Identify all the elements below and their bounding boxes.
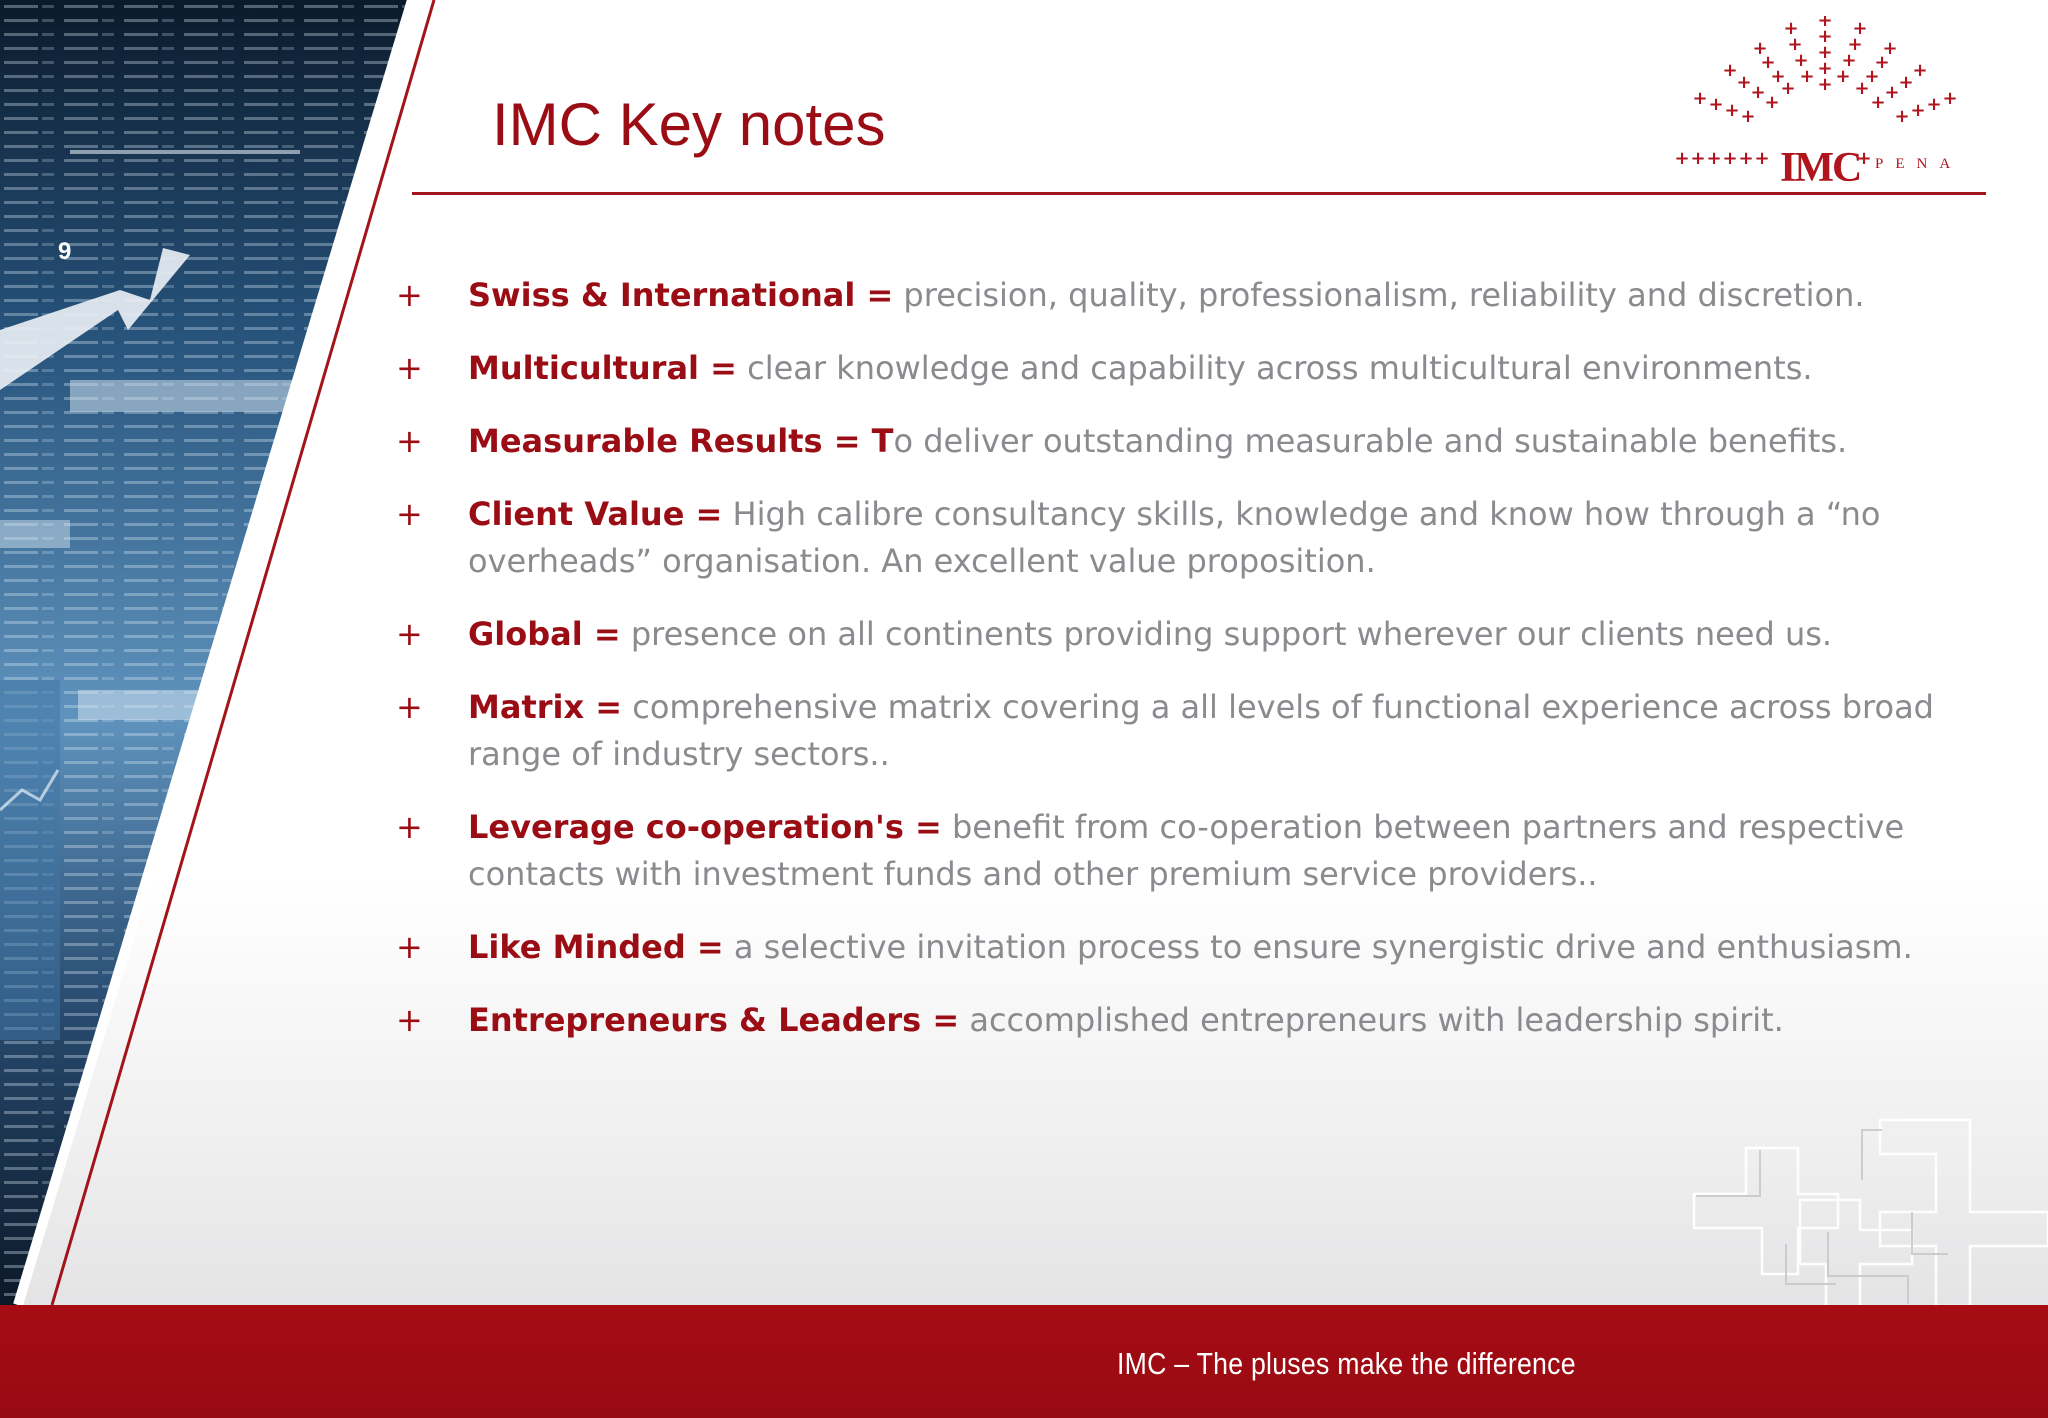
logo-plus-glyph: + [1874,52,1890,73]
keynote-item [396,418,1956,465]
keynote-item [396,272,1956,319]
plus-bullet-icon: + [396,928,423,966]
logo-plus-glyph: + [1690,148,1706,169]
keynote-term: Leverage co-operation's = [468,808,942,846]
logo-plus-glyph: + [1708,94,1724,115]
keynote-item [396,804,1956,898]
plus-bullet-icon: + [396,808,423,846]
logo-plus-glyph: + [1856,148,1872,169]
keynote-term: Swiss & International = [468,276,894,314]
keynote-term: Entrepreneurs & Leaders = [468,1001,960,1039]
keynote-description: clear knowledge and capability across multicultural environments. [736,349,1813,387]
logo-plus-glyph: + [1760,52,1776,73]
page-number: 9 [58,238,72,265]
logo-plus-glyph: + [1740,106,1756,127]
keynotes-list [396,272,1956,1070]
keynote-item [396,997,1956,1044]
logo-plus-glyph: + [1864,66,1880,87]
logo-plus-glyph: + [1835,66,1851,87]
logo-plus-glyph: + [1817,74,1833,95]
logo-plus-glyph: + [1692,88,1708,109]
logo-plus-glyph: + [1793,50,1809,71]
keynote-description: o deliver outstanding measurable and sustainable benefits. [893,422,1848,460]
keynote-item [396,491,1956,585]
slide-title: IMC Key notes [492,91,886,158]
logo-plus-glyph: + [1754,148,1770,169]
logo-plus-glyph: + [1799,66,1815,87]
footer-tagline: IMC – The pluses make the difference [1117,1346,1576,1381]
logo-plus-glyph: + [1817,58,1833,79]
plus-bullet-icon: + [396,422,423,460]
keynote-description: benefit from co-operation between partners and respective contacts with investment funds and other premium service providers.. [468,808,1905,893]
logo-plus-glyph: + [1736,72,1752,93]
plus-bullet-icon: + [396,1001,423,1039]
title-divider [412,192,1986,195]
logo-plus-glyph: + [1674,148,1690,169]
logo-plus-glyph: + [1926,94,1942,115]
keynote-description: High calibre consultancy skills, knowledge and know how through a “no overheads” organisation. An excellent value proposition. [468,495,1881,580]
logo-plus-glyph: + [1817,42,1833,63]
keynote-description: comprehensive matrix covering a all levels of functional experience across broad range of industry sectors.. [468,688,1934,773]
logo-plus-glyph: + [1910,100,1926,121]
logo-plus-glyph: + [1770,66,1786,87]
logo-plus-glyph: + [1882,38,1898,59]
logo-plus-glyph: + [1787,34,1803,55]
logo-plus-glyph: + [1706,148,1722,169]
logo-plus-glyph: + [1817,26,1833,47]
logo-plus-glyph: + [1870,92,1886,113]
plus-bullet-icon: + [396,615,423,653]
keynote-term: Multicultural = [468,349,737,387]
logo-plus-glyph: + [1722,148,1738,169]
logo-plus-glyph: + [1847,34,1863,55]
keynote-item [396,924,1956,971]
logo-plus-glyph: + [1898,72,1914,93]
logo-plus-glyph: + [1780,78,1796,99]
logo-plus-glyph: + [1912,60,1928,81]
logo-wordmark: IMC [1780,145,1861,191]
logo-plus-glyph: + [1841,50,1857,71]
footer-bar [0,1305,2048,1418]
logo-plus-glyph: + [1752,38,1768,59]
logo-plus-glyph: + [1894,106,1910,127]
keynote-term: Global = [468,615,621,653]
logo-plus-glyph: + [1750,82,1766,103]
keynote-description: precision, quality, professionalism, reliability and discretion. [893,276,1865,314]
logo-plus-glyph: + [1942,88,1958,109]
imc-logo [1668,16,1990,191]
keynote-description: presence on all continents providing support wherever our clients need us. [620,615,1833,653]
logo-plus-glyph: + [1722,60,1738,81]
logo-plus-glyph: + [1884,82,1900,103]
logo-plus-glyph: + [1854,78,1870,99]
keynote-item [396,684,1956,778]
logo-plus-glyph: + [1783,18,1799,39]
keynote-term: Client Value = [468,495,723,533]
plus-bullet-icon: + [396,688,423,726]
keynote-description: accomplished entrepreneurs with leadership spirit. [959,1001,1784,1039]
logo-plus-glyph: + [1764,92,1780,113]
plus-bullet-icon: + [396,495,423,533]
keynote-term: Measurable Results = T [468,422,894,460]
plus-bullet-icon: + [396,349,423,387]
logo-subtitle: PENA [1875,156,1963,172]
keynote-item [396,345,1956,392]
keynote-term: Matrix = [468,688,623,726]
logo-plus-glyph: + [1738,148,1754,169]
logo-plus-glyph: + [1724,100,1740,121]
keynote-item [396,611,1956,658]
keynote-term: Like Minded = [468,928,724,966]
plus-bullet-icon: + [396,276,423,314]
keynote-description: a selective invitation process to ensure synergistic drive and enthusiasm. [723,928,1913,966]
logo-plus-glyph: + [1852,18,1868,39]
logo-plus-glyph: + [1817,16,1833,31]
